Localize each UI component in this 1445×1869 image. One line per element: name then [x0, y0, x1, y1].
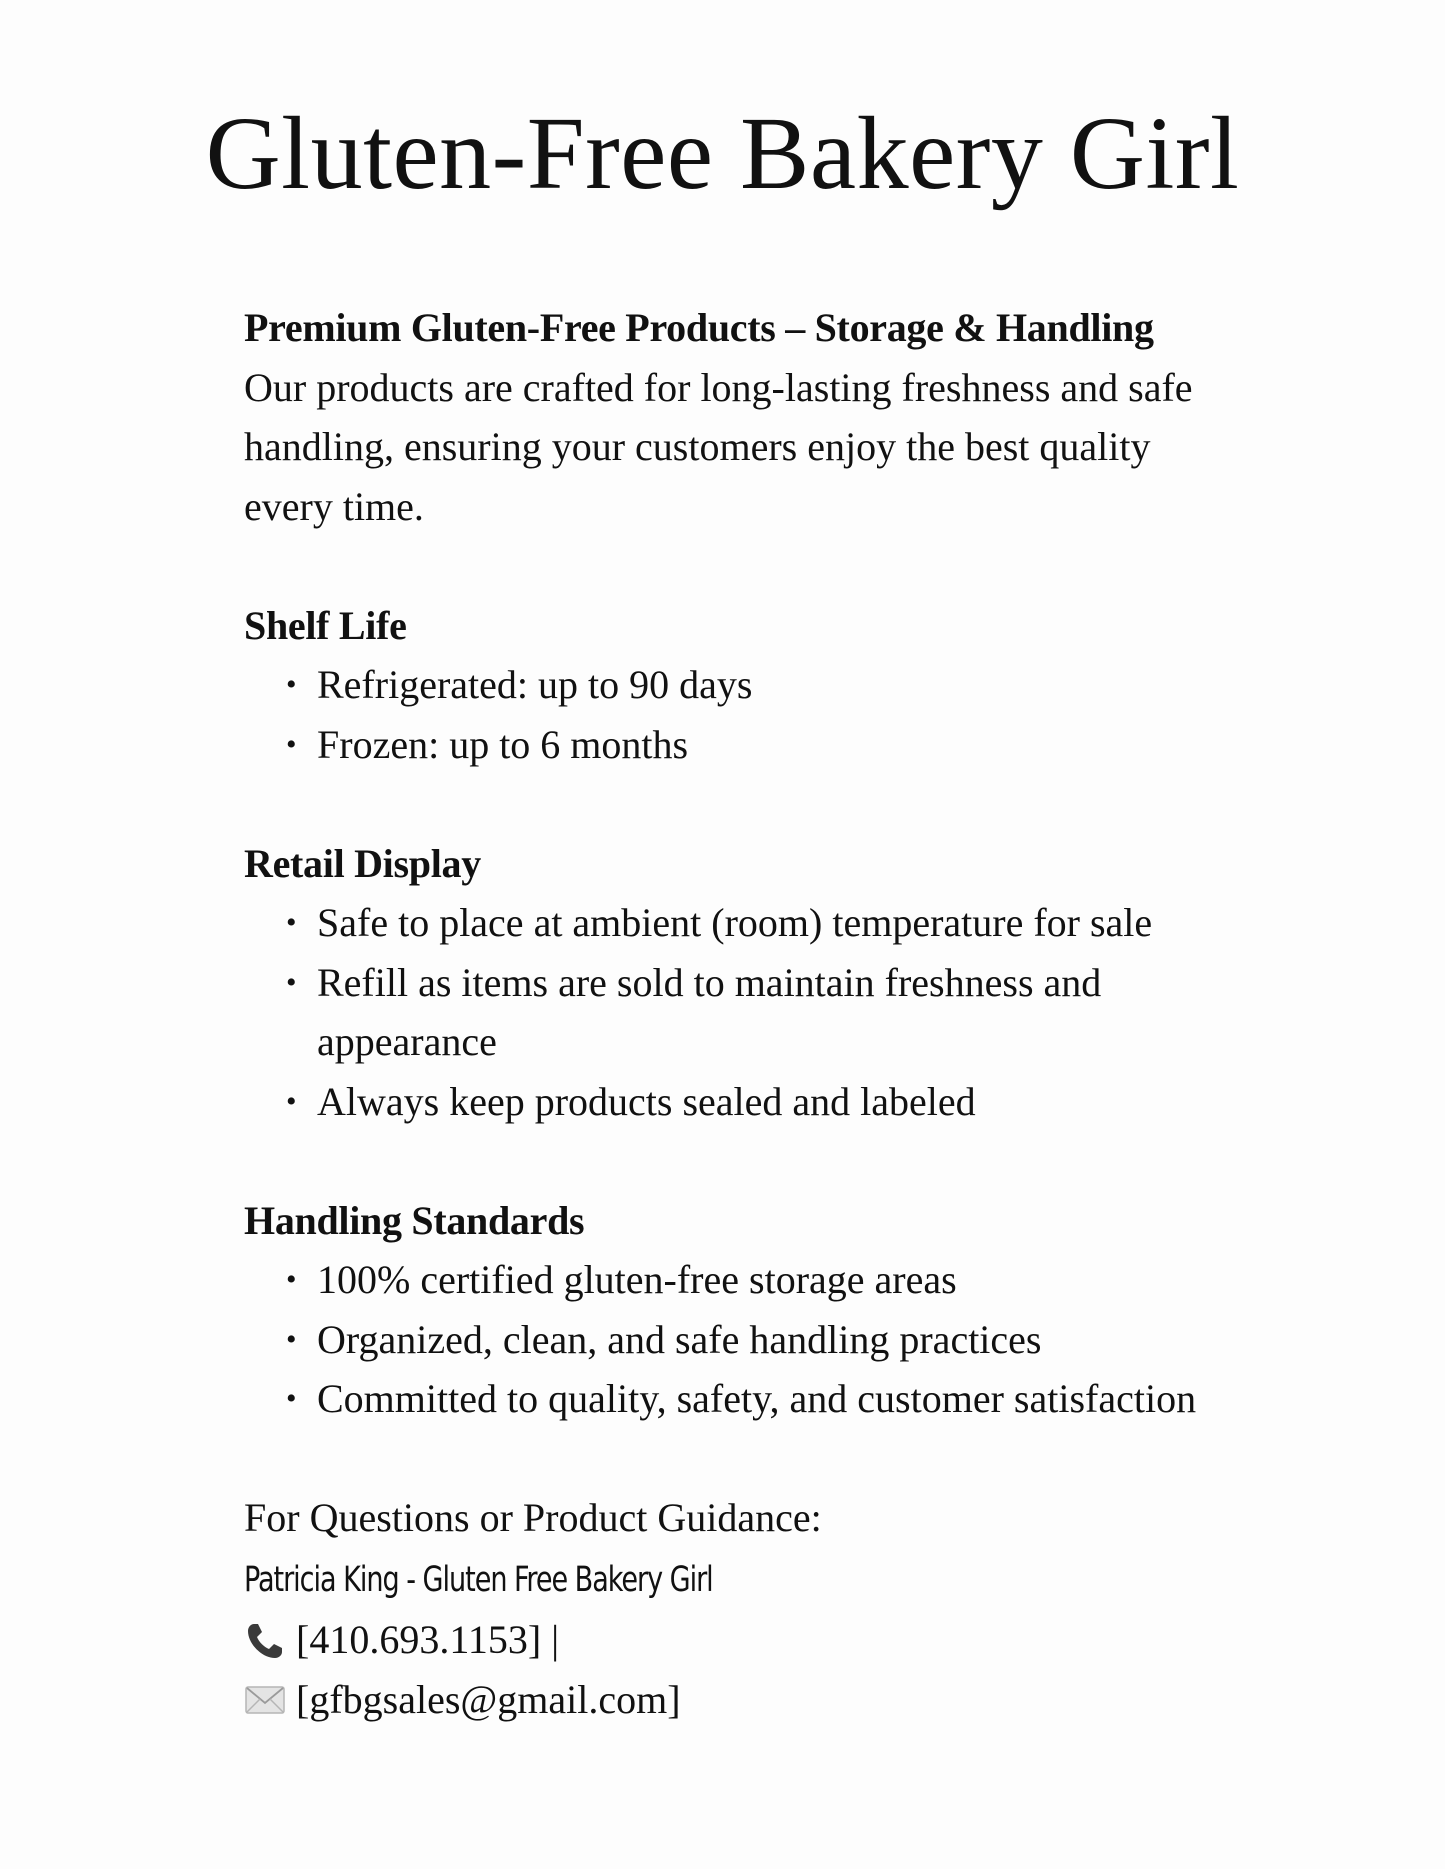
- phone-line: [244, 1610, 1244, 1670]
- retail-display-heading: Retail Display: [244, 840, 481, 886]
- intro-paragraph: Our products are crafted for long-lasting freshness and safe handling, ensuring your customers enjoy the best quality every time.: [244, 364, 1193, 529]
- shelf-life-heading: Shelf Life: [244, 602, 407, 648]
- bullet-icon: •: [286, 1084, 297, 1118]
- handling-standards-list: [244, 1250, 1244, 1429]
- bullet-icon: •: [286, 1382, 297, 1415]
- bullet-icon: •: [286, 1263, 297, 1296]
- page-title: Gluten-Free Bakery Girl: [205, 96, 1240, 211]
- list-item: • 100% certified gluten-free storage areas: [244, 1250, 1262, 1310]
- intro-heading: Premium Gluten-Free Products – Storage & Handling: [244, 305, 1154, 350]
- document-body: [244, 298, 1244, 1729]
- contact-label: For Questions or Product Guidance:: [244, 1495, 822, 1540]
- list-item: • Safe to place at ambient (room) temperature for sale: [244, 893, 1262, 953]
- bullet-icon: •: [286, 1322, 297, 1356]
- list-item: • Refill as items are sold to maintain freshness and appearance: [244, 953, 1262, 1072]
- shelf-life-list: [244, 655, 1244, 774]
- bullet-icon: •: [286, 965, 297, 999]
- bullet-icon: •: [286, 906, 297, 939]
- email-address[interactable]: [gfbgsales@gmail.com]: [296, 1676, 681, 1722]
- handling-standards-heading: Handling Standards: [244, 1197, 585, 1243]
- list-item: • Frozen: up to 6 months: [244, 715, 1262, 775]
- list-item: • Committed to quality, safety, and customer satisfaction: [244, 1369, 1262, 1429]
- list-item: • Always keep products sealed and labeled: [244, 1072, 1262, 1132]
- email-line: [244, 1670, 1244, 1730]
- retail-display-list: [244, 893, 1244, 1131]
- phone-number[interactable]: [410.693.1153] |: [296, 1617, 560, 1662]
- contact-name-line: [244, 1548, 1244, 1611]
- list-item: • Refrigerated: up to 90 days: [244, 655, 1262, 715]
- contact-name: Patricia King - Gluten Free Bakery Girl: [244, 1559, 713, 1600]
- list-item: • Organized, clean, and safe handling practices: [244, 1310, 1262, 1370]
- bullet-icon: •: [286, 727, 297, 761]
- bullet-icon: •: [286, 668, 297, 701]
- envelope-icon: [244, 1678, 286, 1720]
- phone-icon: [244, 1619, 286, 1661]
